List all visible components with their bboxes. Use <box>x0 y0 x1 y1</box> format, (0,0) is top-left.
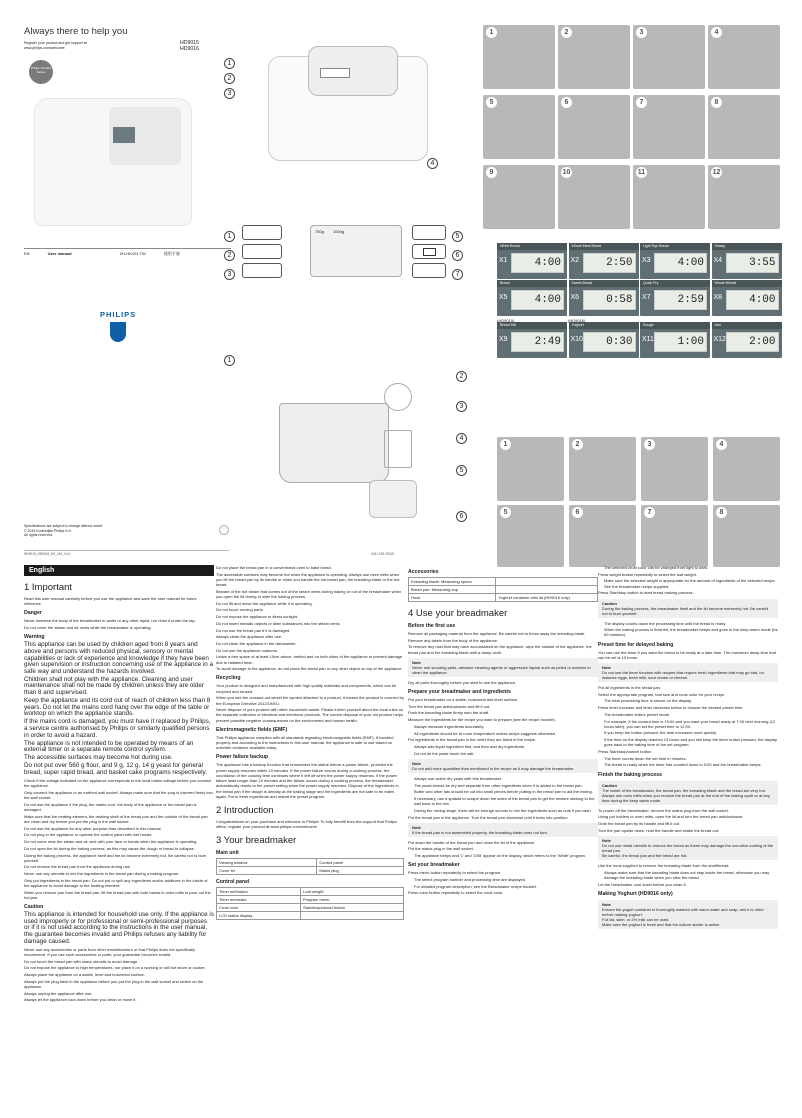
copyright: © 2019 Koninklijke Philips N.V. <box>24 528 72 533</box>
step: Press timer increase and timer decrease button to choose the desired preset time. <box>598 705 744 711</box>
note-text: Do not use metal utensils to remove the bread as these may damage the non-stick coating of the bread pan. <box>602 842 774 853</box>
callout-3: 3 <box>224 82 235 100</box>
cp-callout-6: 6 <box>452 244 463 262</box>
step: Remove any labels from the body of the appliance. <box>408 637 499 643</box>
steps-grid-top: 1 2 3 4 5 6 7 8 9 10 11 12 <box>483 25 783 235</box>
program-time: 4:00 <box>511 290 564 310</box>
step-sub: The appliance beeps and '1' and '3:55' appear on the display, which refers to the 'White' program. <box>414 853 586 859</box>
warning-item: Never use any utensils to mix the ingredients in the bread pan during a baking program. <box>24 871 180 877</box>
program-time: 1:00 <box>654 332 707 352</box>
step: Press Start/stop/cancel button . <box>598 749 654 755</box>
warning-item: When you remove pan from the bread pan, lift the bread pan with both hands in oven mitts to pour out the hot jam. <box>24 889 211 900</box>
kneading-blade-image <box>384 383 412 411</box>
program-display-10 <box>569 322 639 358</box>
step: Put the mains plug in the wall socket. <box>408 846 474 852</box>
steps-grid-bottom: 1 2 3 4 5 6 7 8 <box>497 437 782 567</box>
program-time: 2:50 <box>583 253 636 273</box>
section-introduction: 2 Introduction <box>216 804 274 816</box>
step: Put down the handle of the bread pan and close the lid of the appliance. <box>408 839 536 845</box>
introduction-text: Congratulations on your purchase and welcome to Philips! To fully benefit from the support that Philips offers, register your product at www.philips.com/welcome. <box>216 818 397 830</box>
caution-item: Do not place the bread pan in a conventional oven to bake bread. <box>216 565 332 570</box>
weight-1000: 1000g <box>333 229 345 234</box>
caution-label: Caution <box>602 782 617 788</box>
specs-note: Specifications are subject to change without notice <box>24 524 103 528</box>
caution-item: Do not touch the bread pan with sharp utensils to avoid damage. <box>24 958 139 964</box>
doc-id: HD9015_HD9016_HK_UM_V4.0 <box>24 552 71 556</box>
acc-callout-5: 5 <box>456 459 467 477</box>
warning-item: This appliance can be used by children aged from 8 years and above and persons with reduced physical, sensory or mental capabilities or lack of experience and knowledge if they have been given supervision or instruction concerning use of the appliance in a safe way and understand the hazards involved. <box>24 641 214 675</box>
caution-item: This appliance is intended for household use only. If the appliance is used improperly or for professional or semi-professional purposes or if it is not used according to the instructions in the user manual, the guarantee becomes invalid and Philips refuses any liability for damage caused. <box>24 911 214 945</box>
model-note-2: (HD9016) <box>568 318 586 323</box>
program-time: 4:00 <box>654 253 707 273</box>
accessories-table <box>408 577 598 602</box>
caution-item: Always unplug the appliance after use. <box>24 990 93 996</box>
acc-cell <box>496 578 598 586</box>
cp-cell: Program menu <box>301 896 404 904</box>
main-unit-table <box>216 858 404 875</box>
acc-callout-3: 3 <box>456 395 467 413</box>
program-count: X4 <box>713 257 723 264</box>
power-failure-heading: Power failure backup <box>216 754 269 761</box>
register-text: Register your product and get support at <box>24 41 87 45</box>
program-label: Bread Mix <box>497 322 567 329</box>
main-unit-cell: Viewing window <box>217 859 317 867</box>
comfort-badge-text: Philips Comfort Series <box>30 66 52 74</box>
caution-item: Do not expose the appliance to high temperatures, nor place it on a working or still hot stove or cooker. <box>24 965 206 971</box>
acc-cell: Kneading blade: Measuring spoon <box>409 578 496 586</box>
acc-callout-4: 4 <box>456 427 467 445</box>
program-count: X10 <box>570 336 583 343</box>
program-display-5 <box>497 280 567 316</box>
cp-callout-2: 2 <box>224 244 235 262</box>
program-display-6 <box>569 280 639 316</box>
recycling-text: When you see the crossed-out wheel bin symbol attached to a product, it means the product is covered by the European Directive 2012/19/EU. <box>216 695 404 706</box>
step-sub: Always make sure that the kneading blade does not stay inside the bread, otherwise you may damage the kneading blade when you slice the bread. <box>604 869 770 880</box>
program-count: X5 <box>499 294 508 301</box>
language-bar: English <box>24 565 214 576</box>
caution-item: Always clean the appliance after use. <box>216 634 283 640</box>
step: Use the hook supplied to remove the kneading blade from the shaft/bread. <box>598 862 730 868</box>
zh-manual-label: 使用手冊 <box>163 251 180 256</box>
cp-cell: Timer decrease <box>217 896 301 904</box>
program-count: X7 <box>642 294 651 301</box>
cp-callout-7: 7 <box>452 263 463 281</box>
caution-item: Leave a free space of at least 10cm above, behind and on both sides of the appliance to prevent damage due to radiated heat. <box>216 654 403 665</box>
step-sub: The display counts down the processing time until the bread is ready. <box>604 620 727 626</box>
rights: All rights reserved. <box>24 533 53 537</box>
note-label: Note <box>412 760 421 766</box>
warning-item: Check if the voltage indicated on the appliance corresponds to the local mains voltage before you connect the appliance. <box>24 778 212 789</box>
lcd-status-display <box>310 225 402 277</box>
caution-item: Never use any accessories or parts from other manufacturers or that Philips does not specifically recommend. If you use such accessories or parts, your guarantee becomes invalid. <box>24 946 195 957</box>
program-time: 2:49 <box>511 332 564 352</box>
before-first-use-heading: Before the first use <box>408 623 456 629</box>
program-display-1 <box>497 243 567 279</box>
step-sub: The total processing time is shown on the display. <box>604 698 692 704</box>
program-label: Sweet Bread <box>569 280 639 287</box>
acc-cell: Hook <box>409 594 496 602</box>
program-count: X3 <box>642 257 651 264</box>
warning-item: Do not plug in the appliance or operate the control panel with wet hands. <box>24 832 153 838</box>
weight-button[interactable] <box>412 225 446 240</box>
program-display-7 <box>640 280 710 316</box>
warning-item: Do not put over 560 g flour, and 9 g, 12 g, 14 g yeast for general bread, super rapid bread, and basket cake programs respectively. <box>24 762 207 776</box>
warning-item: Children shall not play with the appliance. Cleaning and user maintenance shall not be made by children unless they are older than 8 and supervised. <box>24 675 204 696</box>
model-2: HD9016 <box>180 46 200 52</box>
program-time: 2:00 <box>726 332 779 352</box>
step-sub: The breadmaker enters preset mode. <box>604 711 671 717</box>
program-display-8 <box>712 280 782 316</box>
program-count: X2 <box>570 257 580 264</box>
timer-minus-button[interactable] <box>242 244 282 259</box>
step-sub: All ingredients should be at room temperature unless recipe suggests otherwise. <box>414 730 557 736</box>
recycle-icon <box>219 525 229 535</box>
preset-heading: Preset time for delayed baking <box>598 641 674 648</box>
note-label: Note <box>602 837 611 843</box>
program-label: Yoghurt <box>569 322 639 329</box>
breadmaker-diagram <box>258 28 443 178</box>
step: Let the breadmaker cool down before you clean it. <box>598 881 687 887</box>
warning-item: If the mains cord is damaged, you must have it replaced by Philips, a service centre authorised by Philips or similarly qualified persons in order to avoid a hazard. <box>24 718 211 739</box>
accessories-heading: Accessories <box>408 569 439 575</box>
main-unit-heading: Main unit <box>216 850 239 857</box>
control-panel-table <box>216 887 404 920</box>
step: To power off the breadmaker, remove the mains plug from the wall socket. <box>598 807 729 813</box>
step: Put the bread pan in the appliance. Turn the bread pan clockwise until it locks into position. <box>408 814 569 820</box>
warning-item: The appliance is not intended to be operated by means of an external timer or a separate remote control system. <box>24 739 194 754</box>
acc-callout-6: 6 <box>456 505 467 523</box>
caution-item: Do not use the appliance outdoors. <box>216 647 279 653</box>
step: Press menu button repeatedly to select the program. <box>408 870 502 876</box>
caution-heading: Caution <box>24 904 44 911</box>
doc-code: 4241 002 00315 <box>370 552 394 556</box>
step: To remove any dust that may have accumulated on the appliance, wipe the outside of the appliance, the bread pan and the kneading blade with a damp cloth. <box>408 644 592 655</box>
program-display-4 <box>712 243 782 279</box>
main-unit-cell: Control panel <box>317 859 404 867</box>
program-label: Whole Meal Bread <box>569 243 639 250</box>
caution-item: Do not expose the appliance to direct sunlight. <box>216 614 299 620</box>
step-sub: If the time on the display reaches 13 hours and you still keep the timer button pressed, the display goes back to the baking time of the set program. <box>604 737 777 748</box>
danger-item: Do not cover the steam and air vents while the breadmaker is operating. <box>24 625 152 631</box>
program-label: Dough <box>640 322 710 329</box>
note-text: Make sure the yoghurt is fresh and that the culture starter is active. <box>602 921 721 927</box>
note-label: Note <box>602 901 611 907</box>
note-label: Note <box>602 665 611 671</box>
caution-item: Do not clean the appliance in the dishwasher. <box>216 640 297 646</box>
step-sub: The timer counts down the set time in minutes. <box>604 755 687 761</box>
cover-tagline: Always there to help you <box>24 26 128 37</box>
section-your-breadmaker: 3 Your breadmaker <box>216 835 297 847</box>
program-label: Light Rye Bread <box>640 243 710 250</box>
power-failure-text: The appliance has a backup function that remembers the status before a power failure, provided the power supply resumes within 10 minutes. If the power failure occurs during a cooking process, the countdown of the cooking time continues where it left off when the power supply resumes. If the power failure lasts longer than 10 minutes and the failure occurs during a cooking process, the breadmaker automatically resets to the preset setting when the power supply resumes. Dispose of the ingredients in the bread pan if the dough is already at the baking stage and the ingredients are not safe to be eaten again. Put in fresh ingredients and restart the preset program. <box>216 762 399 799</box>
column-4 <box>598 565 778 1110</box>
breadmaker-cover-image <box>34 98 192 226</box>
main-unit-cell: Mains plug <box>317 867 404 875</box>
step: Remove all packaging material from the appliance. Be careful not to throw away the kneading blade. <box>408 631 586 636</box>
menu-button[interactable] <box>412 244 446 259</box>
cp-callout-3: 3 <box>224 263 235 281</box>
step: Grab the bread pan by its handle and lift it out. <box>598 821 681 827</box>
bread-pan-image <box>279 403 389 483</box>
step-sub: If necessary, use a spatula to scrape down the sides of the bread pan to get the mixture sticking to the wall back to the mix. <box>414 795 595 807</box>
program-time: 4:00 <box>511 253 564 273</box>
program-time: 3:55 <box>726 253 779 273</box>
book-icon <box>423 248 436 256</box>
program-label: Bread <box>497 280 567 287</box>
caution-item: Always place the appliance on a stable, level and horizontal surface. <box>24 971 145 977</box>
cp-cell <box>301 912 404 920</box>
step-sub: Always use active dry yeast with this breadmaker. <box>414 775 503 781</box>
note-text: If the bread pan is not assembled properly, the kneading blade does not turn. <box>412 829 549 835</box>
note-text: Ensure the yogurt container is thoroughly washed with warm water and soap, and it is dried before making yoghurt. <box>602 906 764 917</box>
step-sub: Make sure the selected weight is appropriate for the amount of ingredients of the selected recipe. See the breadmaker recipe supplied. <box>604 578 776 589</box>
step: Press color button repeatedly to select the crust color. <box>408 890 504 896</box>
cp-cell: Timer set/button <box>217 888 301 896</box>
measuring-cup-image <box>384 430 412 468</box>
comfort-badge <box>29 60 53 84</box>
caution-label: Caution <box>602 600 617 606</box>
model-1: HD9015 <box>180 40 200 46</box>
caution-item: The accessible surfaces may become hot when the appliance is operating. Always use oven mitts when you lift the bread pan by its handle or when you handle the hot bread pan, the kneading blade or the hot bread. <box>216 571 400 588</box>
register-url[interactable]: www.philips.com/welcome <box>24 45 65 50</box>
callout-1: 1 <box>224 52 236 64</box>
yoghurt-container-image <box>369 480 417 518</box>
program-count: X12 <box>713 336 726 343</box>
step-sub: The select program number and processing time are displayed. <box>414 877 527 883</box>
yoghurt-heading: Making Yoghurt (HD9016 only) <box>598 890 673 897</box>
step-sub: For detailed program description, see the Breadmaker recipe booklet. <box>414 883 537 889</box>
warning-item: The accessible surfaces may become hot during use. <box>24 754 173 762</box>
caution-item: Always let the appliance cool down before you clean or move it. <box>24 997 137 1003</box>
finish-heading: Finish the baking process <box>598 771 662 778</box>
control-panel-heading: Control panel <box>216 879 250 886</box>
warning-item: Only connect the appliance to an earthed wall socket. Always make sure that the plug is inserted firmly into the wall socket. <box>24 790 213 801</box>
danger-item: Never immerse the body of the breadmaker in water or any other liquid, nor rinse it under the tap. <box>24 618 196 624</box>
program-label: Yeasty <box>712 243 782 250</box>
program-display-3 <box>640 243 710 279</box>
column-1 <box>24 565 214 1110</box>
step: Turn the pan upside down, hold the handle and shake the bread out. <box>598 827 720 833</box>
program-label: Whole Wheat <box>712 280 782 287</box>
section-important: 1 Important <box>24 582 73 593</box>
step-sub: The yeast should be dry and separate from other ingredients when it is added to the bread pan. <box>414 782 583 788</box>
step-sub: If you keep the button pressed, the time increases more quickly. <box>604 730 717 736</box>
warning-heading: Warning <box>24 634 45 641</box>
program-label: White Bread <box>497 243 567 250</box>
step: Put ingredients in the bread pan in the order they are listed in the recipe. <box>408 737 537 743</box>
step-sub: Always add liquid ingredient first, and then add dry ingredients. <box>414 743 526 749</box>
program-display-9 <box>497 322 567 358</box>
caution-item: To avoid damage to the appliance, do not place the bread pan or any other object on top of the appliance. <box>216 666 403 672</box>
warning-item: Make sure that the heating element, the rotating shaft of the bread pan and the outside of the bread pan are clean and dry before you put the plug in the wall socket. <box>24 813 208 825</box>
warning-item: Do not come near the steam and air vent with your face or hands when the appliance is operating. <box>24 839 198 845</box>
callout-4: 4 <box>427 152 438 170</box>
program-count: X9 <box>499 336 508 343</box>
control-panel-diagram <box>224 225 474 281</box>
philips-shield-icon <box>110 322 126 342</box>
step: Put all ingredients in the bread pan. <box>598 685 661 691</box>
caution-text: During the baking process, the breadmaker itself and the lid become extremely hot. Be careful not to burn yourself. <box>602 605 769 616</box>
caution-item: Do not lift and move the appliance while it is operating. <box>216 600 313 606</box>
warning-item: Do not use the appliance for any other purpose than described in this manual. <box>24 825 162 831</box>
caution-item: Beware of the hot steam that comes out of the steam vents during baking or out of the breadmaker when you open the lid during or after the baking process. <box>216 588 402 600</box>
warning-item: Do not open the lid during the baking process, as this may cause the dough or bread to collapse. <box>24 845 195 851</box>
acc-cell <box>496 586 598 594</box>
step: Turn the bread pan anticlockwise and lift it out. <box>408 703 491 709</box>
acc-cell: Yoghurt container with lid (HD9016 only) <box>496 594 598 602</box>
zh-code: ZH-HK/ZH-TW <box>119 251 146 256</box>
callout-2: 2 <box>224 67 235 85</box>
program-time: 2:59 <box>654 290 707 310</box>
step: Push the kneading blade firmly onto the shaft. <box>408 710 490 716</box>
step-sub: Always measure ingredients accurately. <box>414 723 485 729</box>
step: Measure the ingredients for the recipe you want to prepare (see the recipe booklet). <box>408 717 556 723</box>
program-count: X8 <box>713 294 723 301</box>
note-text: Full fat, skim, or 2% milk can be used. <box>602 916 670 922</box>
step-sub: During the mixing stage, there will be enough sounds to mix the ingredients such as nuts if you wish. <box>414 807 592 813</box>
step-sub: Do not let the yeast touch the salt. <box>414 750 475 756</box>
step: Using pot holders or oven mitts, open the lid and turn the bread pan anticlockwise. <box>598 814 744 820</box>
cp-callout-1: 1 <box>224 225 235 243</box>
step-sub: The bread is ready when the timer has counted down to 0:00 and the breadmaker beeps. <box>604 762 762 768</box>
caution-item: Do not insert metallic objects or alien substances into the steam vents. <box>216 620 341 626</box>
recycling-text: Never dispose of your product with other household waste. Please inform yourself about the local rules on the separate collection of electrical and electronic products. The correct disposal of your old product helps prevent possible negative consequences on the environment and human health. <box>216 707 404 723</box>
section-use: 4 Use your breadmaker <box>408 608 508 619</box>
manual-label: User manual <box>47 251 72 256</box>
step: Dry all parts thoroughly before you start to use the appliance. <box>408 679 517 685</box>
timer-button[interactable] <box>242 225 282 240</box>
warning-item: Only put ingredients in the bread pan. Do not put or spill any ingredients and/or additives in the inside of the appliance to avoid damage to the heating element. <box>24 877 208 889</box>
warning-item: During the baking process, the appliance itself and the lid become extremely hot. Be careful not to burn yourself. <box>24 852 207 863</box>
crust-button[interactable] <box>242 263 282 278</box>
lang-code: EN <box>24 251 30 256</box>
program-display-11 <box>640 322 710 358</box>
note-text: Never use scouring pads, abrasive cleaning agents or aggressive liquids such as petrol or acetone to clean the appliance. <box>412 664 591 675</box>
acc-callout-2: 2 <box>456 365 467 383</box>
program-count: X11 <box>642 336 654 343</box>
danger-heading: Danger <box>24 610 42 617</box>
cp-callout-5: 5 <box>452 225 463 243</box>
caution-item: Always put the plug back in the appliance before you put the plug in the wall socket and switch on the appliance. <box>24 978 204 989</box>
main-unit-cell: Cover lid <box>217 867 317 875</box>
cp-cell: LCD status display <box>217 912 301 920</box>
note-text: Be careful, the bread pan and the bread are hot. <box>602 852 688 858</box>
cp-cell: Crust color <box>217 904 301 912</box>
accessories-diagram <box>224 345 474 520</box>
preset-intro: You can use the timer if you want the bread to be ready at a later time. The maximum delay time that can be set is 13 hours. <box>598 649 776 660</box>
program-display-12 <box>712 322 782 358</box>
column-3 <box>408 565 598 1110</box>
step-sub: Butter and other fats should be cut into small pieces before putting in the bread pan to aid the mixing. <box>414 789 593 795</box>
prepare-heading: Prepare your breadmaker and ingredients <box>408 689 511 696</box>
note-label: Note <box>412 659 421 665</box>
note-text: Do not add more quantities than mentioned in the recipe as it may damage the breadmaker. <box>412 765 575 771</box>
step: Put your breadmaker on a stable, horizontal and level surface. <box>408 697 519 703</box>
cp-cell: Loaf weight <box>301 888 404 896</box>
program-label: Jam <box>712 322 782 329</box>
model-note-1: (HD9015) <box>497 318 515 323</box>
step-sub: For example, if the current time is 19:00 and you want your bread ready at 7:00 next morning (12 hours later), you can set the preset time to 12:00. <box>604 718 776 729</box>
program-time: 4:00 <box>726 290 779 310</box>
acc-callout-1: 1 <box>224 349 235 367</box>
program-display-2 <box>569 243 639 279</box>
program-count: X1 <box>499 257 508 264</box>
caution-item: Do not use the bread pan if it is damaged. <box>216 627 291 633</box>
note-label: Note <box>412 824 421 830</box>
emf-text: This Philips appliance complies with all standards regarding electromagnetic fields (EMF). If handled properly and according to the instructions in this user manual, the appliance is safe to use based on scientific evidence available today. <box>216 734 394 751</box>
program-label: Quick Fry <box>640 280 710 287</box>
important-intro: Read this user manual carefully before you use the appliance and save the user manual for future reference. <box>24 596 197 607</box>
column-2 <box>216 565 404 1110</box>
note-text: Do not use the timer function with recipes that require fresh ingredients that may go bad, for instance eggs, fresh milk, sour cream or cheese. <box>602 670 765 681</box>
program-display-grid <box>497 243 782 391</box>
step-sub: The selected crust color can be changed from light to dark. <box>604 565 709 570</box>
warning-item: Do not remove the bread pan from the appliance during use. <box>24 864 131 870</box>
weight-750: 750g <box>315 229 324 234</box>
philips-wordmark: PHILIPS <box>100 310 137 319</box>
cp-cell: Start/stop/cancel button <box>301 904 404 912</box>
acc-cell: Bread pan: Measuring cup <box>409 586 496 594</box>
recycling-heading: Recycling <box>216 675 241 682</box>
step: Select the appropriate program, loaf size and crust color for your recipe. <box>598 691 726 697</box>
start-stop-button[interactable] <box>412 263 446 278</box>
caution-text: The inside of the breadmaker, the bread pan, the kneading blade and the bread are very hot. Always use oven mitts when you remove the bread pan at the end of the baking cycle or at any time during the keep warm mode. <box>602 787 770 803</box>
program-time: 0:30 <box>583 332 636 352</box>
recycling-text: Your product is designed and manufactured with high quality materials and components, which can be recycled and reused. <box>216 683 397 694</box>
program-count: X6 <box>570 294 580 301</box>
emf-heading: Electromagnetic fields (EMF) <box>216 726 288 733</box>
set-breadmaker-heading: Set your breadmaker <box>408 862 460 869</box>
step: Press Start/stop button to start bread making process. <box>598 590 694 596</box>
step-sub: When the baking process is finished, the breadmaker beeps and goes to the keep warm mode (for 60 minutes). <box>604 627 778 638</box>
program-time: 0:58 <box>583 290 636 310</box>
step: Press weight button repeatedly to select the loaf weight. <box>598 571 697 577</box>
warning-item: Keep the appliance and its cord out of reach of children less than 8 years. Do not let the mains cord hang over the edge of the table or worktop on which the appliance stands. <box>24 697 211 718</box>
warning-item: Do not use the appliance if the plug, the mains cord, the body of the appliance or the bread pan is damaged. <box>24 801 197 813</box>
caution-item: Do not touch moving parts. <box>216 607 264 613</box>
